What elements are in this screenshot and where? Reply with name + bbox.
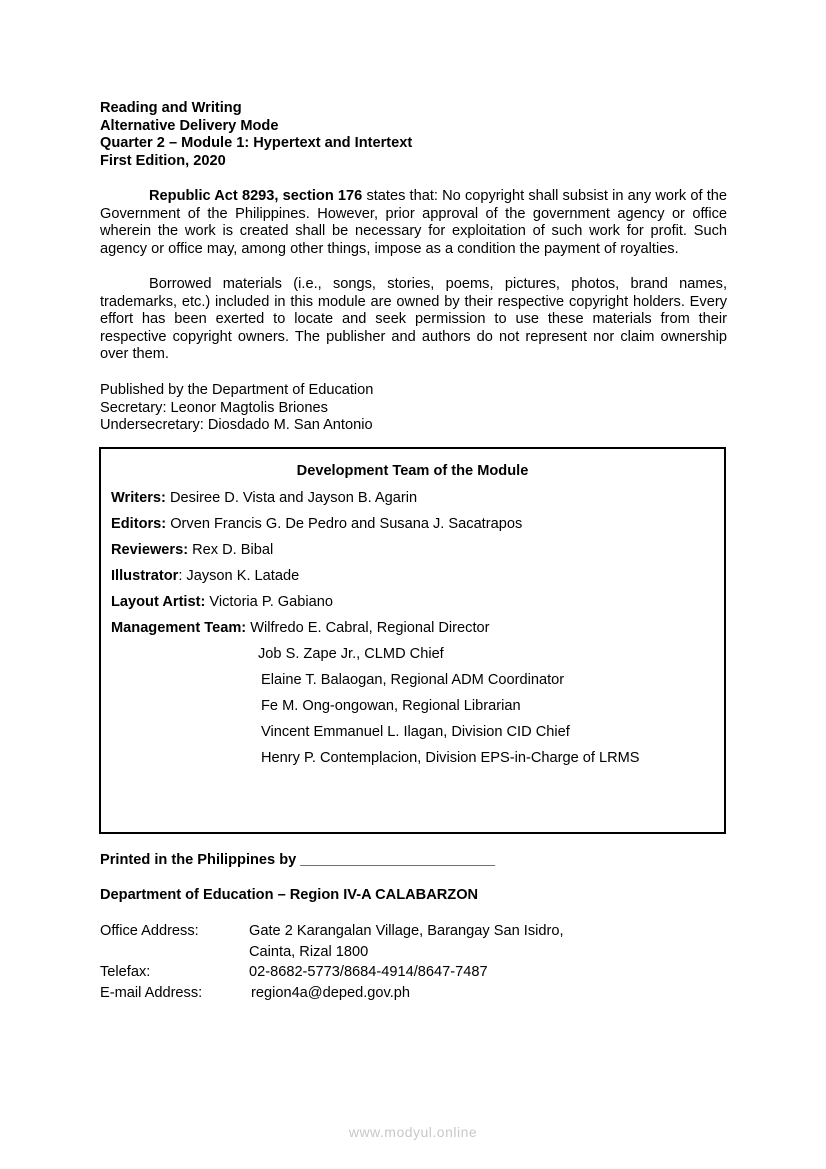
illustrator-row: [111, 568, 299, 584]
layout-artist-value: Victoria P. Gabiano: [205, 594, 333, 610]
secretary: Secretary: Leonor Magtolis Briones: [100, 399, 328, 416]
management-team-label: Management Team:: [111, 620, 247, 636]
dev-team-title: Development Team of the Module: [296, 463, 529, 479]
printed-by: Printed in the Philippines by ________________________: [100, 852, 496, 868]
deped-region: Department of Education – Region IV-A CALABARZON: [100, 887, 479, 903]
document-header: [100, 100, 412, 170]
illustrator-label: Illustrator: [111, 568, 179, 584]
editors-label: Editors:: [111, 516, 167, 532]
management-member: Elaine T. Balaogan, Regional ADM Coordinator: [261, 672, 565, 688]
edition: First Edition, 2020: [100, 152, 226, 169]
published-by: Published by the Department of Education: [100, 382, 374, 398]
delivery-mode: Alternative Delivery Mode: [100, 117, 279, 134]
office-address-line2: Cainta, Rizal 1800: [249, 943, 369, 960]
development-team-box: [99, 447, 726, 834]
reviewers-value: Rex D. Bibal: [188, 542, 274, 558]
reviewers-label: Reviewers:: [111, 542, 189, 558]
publisher-info: [100, 382, 373, 435]
illustrator-value: : Jayson K. Latade: [178, 568, 300, 584]
law-reference: Republic Act 8293, section 176: [149, 188, 363, 204]
copyright-text: states that: No copyright shall subsist in any work of the Government of the Philippines. However, prior approval of the government agency or office wherein the work is created shall be necessary for exploitation of such work for profit. Such agency or office may, among other things, impose as a condition the payment of royalties.: [100, 188, 727, 257]
writers-label: Writers:: [111, 490, 166, 506]
email-label: E-mail Address:: [100, 984, 203, 1001]
office-address-line1: Gate 2 Karangalan Village, Barangay San Isidro,: [249, 923, 564, 939]
copyright-paragraph: [100, 188, 727, 258]
editors-row: [111, 516, 522, 532]
management-member: Fe M. Ong-ongowan, Regional Librarian: [261, 698, 521, 714]
email-value: region4a@deped.gov.ph: [251, 984, 410, 1001]
layout-artist-label: Layout Artist:: [111, 594, 206, 610]
borrowed-materials-text: Borrowed materials (i.e., songs, stories, poems, pictures, photos, brand names, trademarks, etc.) included in this module are owned by their respective copyright holders. Every effort has been exerted to locate and seek permission to use these materials from their respective copyright owners. The publisher and authors do not represent nor claim ownership over them.: [100, 276, 727, 363]
management-member: Henry P. Contemplacion, Division EPS-in-Charge of LRMS: [261, 750, 640, 766]
writers-value: Desiree D. Vista and Jayson B. Agarin: [165, 490, 418, 506]
telefax-value: 02-8682-5773/8684-4914/8647-7487: [249, 964, 488, 980]
module-title: Quarter 2 – Module 1: Hypertext and Intertext: [100, 135, 413, 151]
office-address-label: Office Address:: [100, 923, 199, 939]
subject-title: Reading and Writing: [100, 100, 242, 116]
management-team-row: [111, 620, 489, 636]
watermark: www.modyul.online: [348, 1124, 478, 1140]
management-member: Job S. Zape Jr., CLMD Chief: [258, 646, 444, 662]
undersecretary: Undersecretary: Diosdado M. San Antonio: [100, 417, 373, 433]
management-member: Wilfredo E. Cabral, Regional Director: [250, 620, 490, 636]
borrowed-materials-paragraph: [100, 276, 727, 364]
telefax-label: Telefax:: [100, 964, 151, 980]
management-member: Vincent Emmanuel L. Ilagan, Division CID Chief: [261, 724, 570, 740]
layout-artist-row: [111, 594, 333, 610]
reviewers-row: [111, 542, 273, 558]
editors-value: Orven Francis G. De Pedro and Susana J. Sacatrapos: [166, 516, 523, 532]
writers-row: [111, 490, 417, 506]
